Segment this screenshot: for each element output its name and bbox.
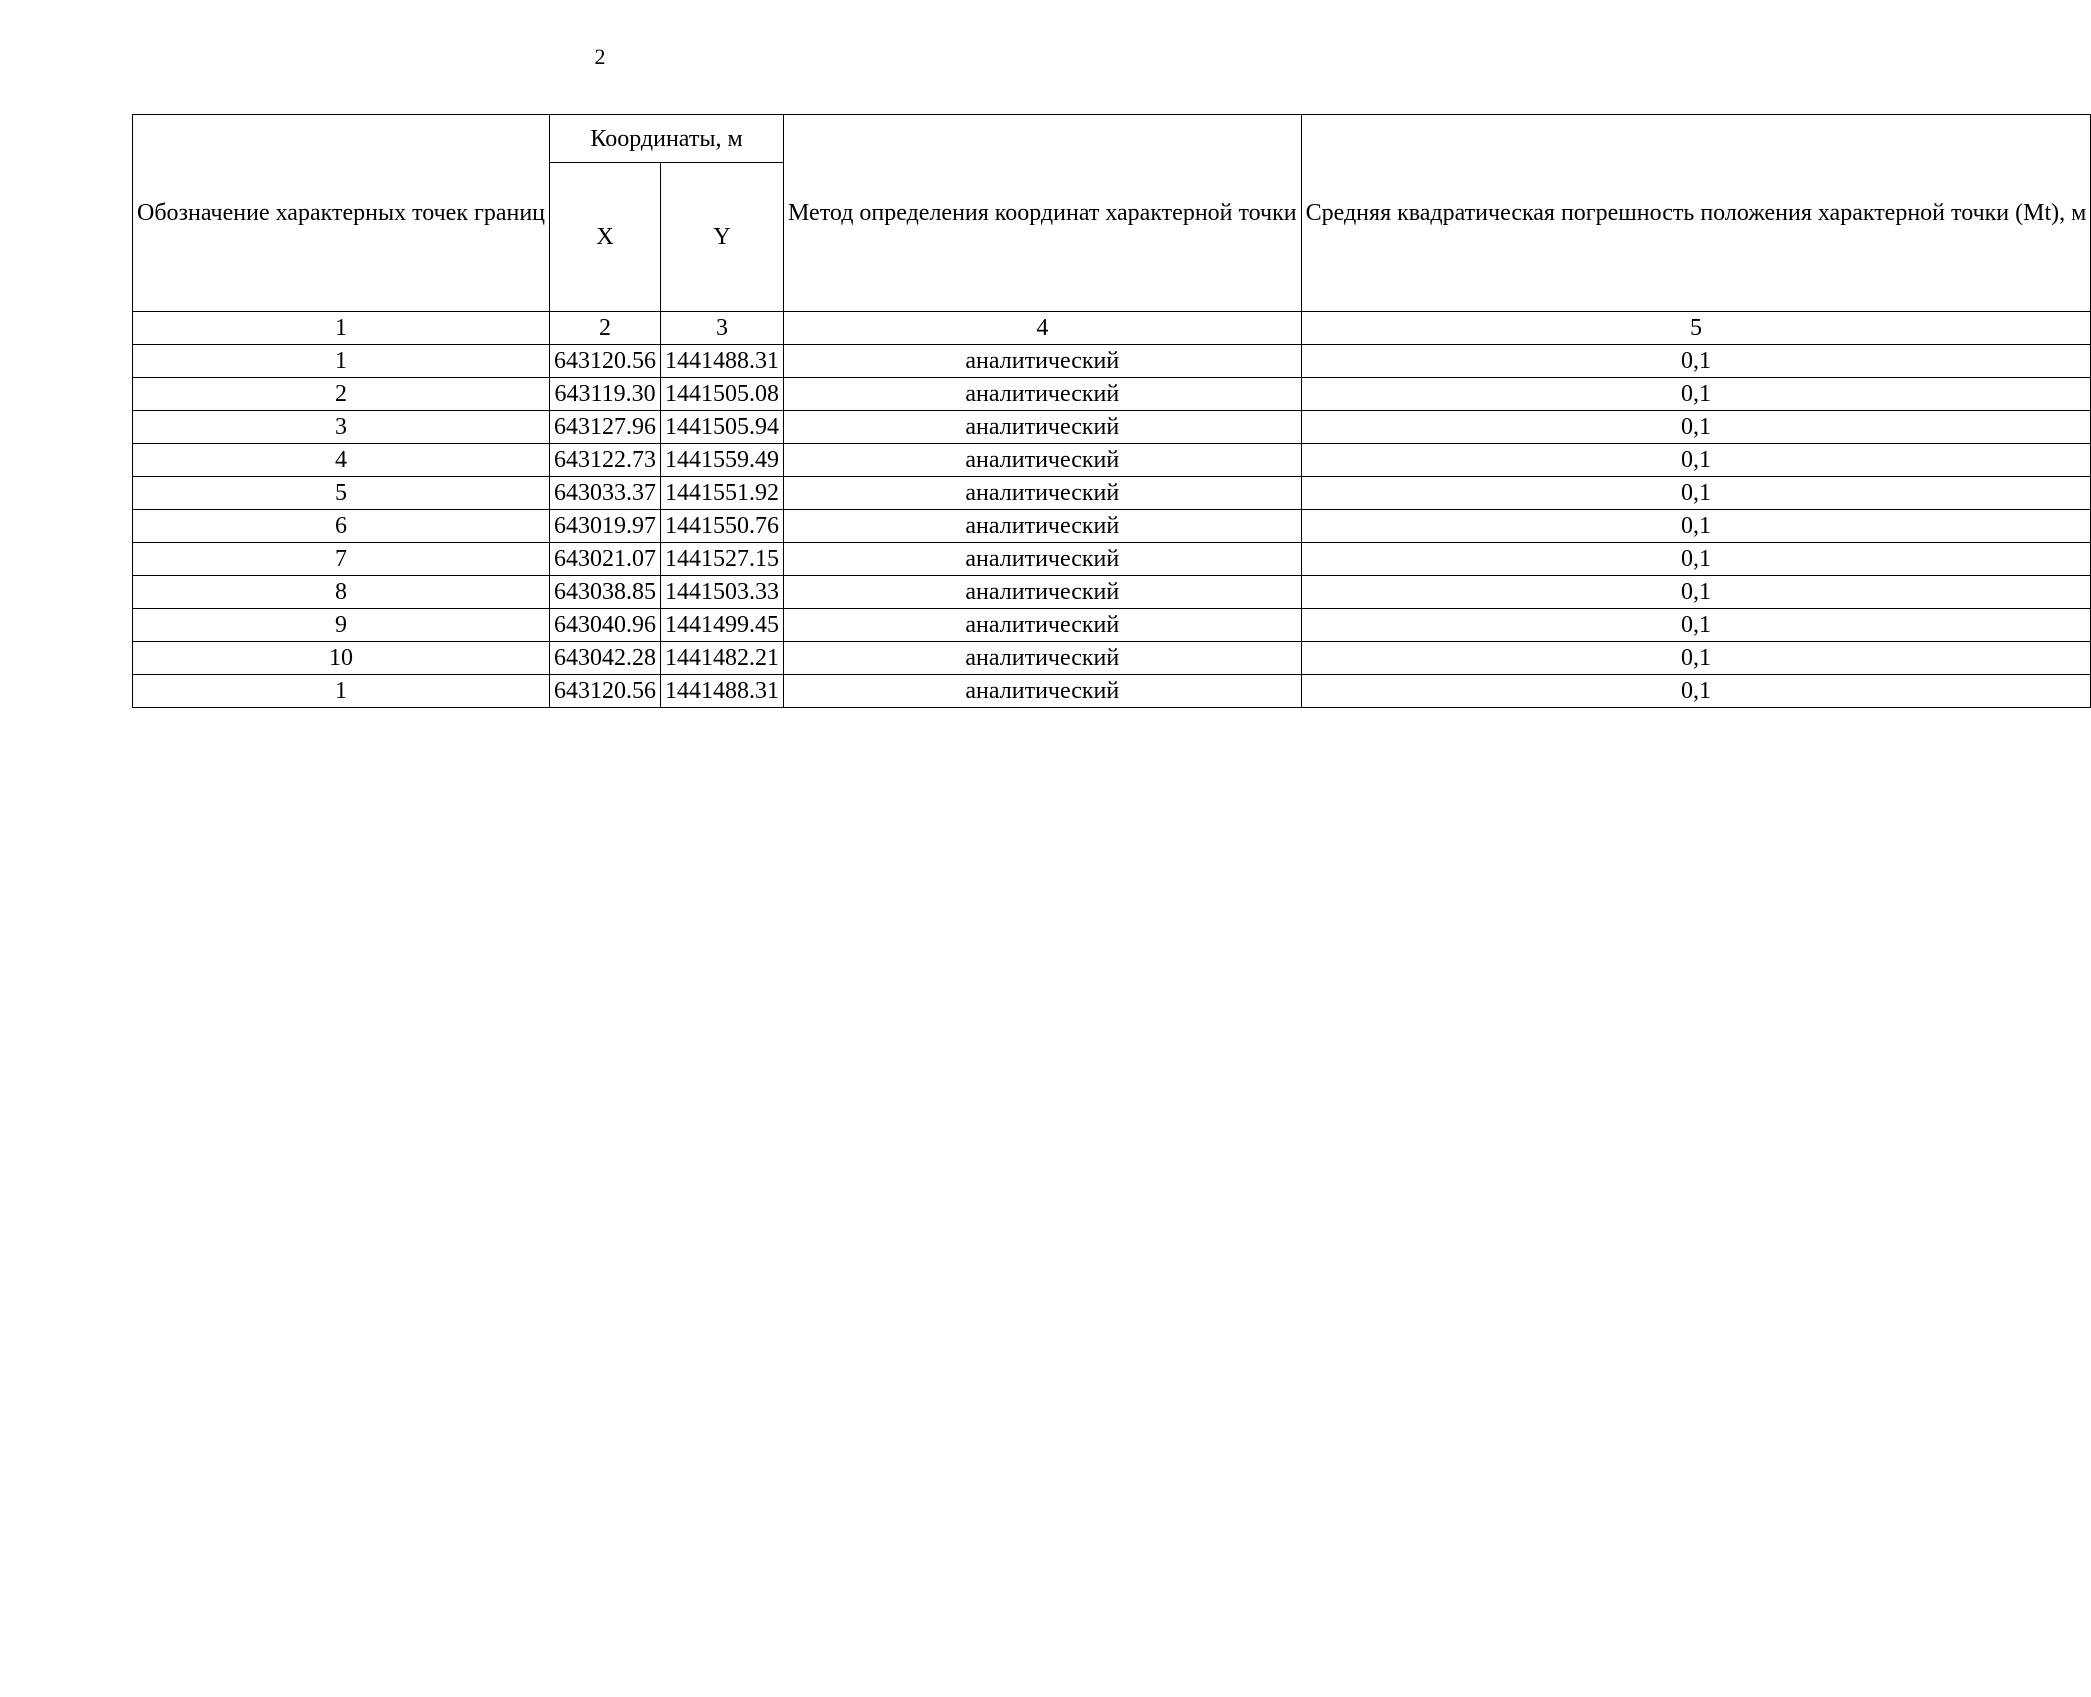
table-row [133,675,2091,708]
column-number: 3 [661,312,784,345]
cell-y: 1441505.94 [661,411,784,444]
cell-x: 643038.85 [550,576,661,609]
cell-x: 643019.97 [550,510,661,543]
header-point-designation: Обозначение характерных точек границ [133,115,550,312]
cell-x: 643042.28 [550,642,661,675]
cell-x: 643033.37 [550,477,661,510]
column-number: 4 [784,312,1302,345]
cell-error: 0,1 [1301,378,2091,411]
column-number: 5 [1301,312,2091,345]
cell-y: 1441499.45 [661,609,784,642]
cell-method: аналитический [784,675,1302,708]
cell-method: аналитический [784,378,1302,411]
column-number: 1 [133,312,550,345]
table-row [133,444,2091,477]
cell-x: 643119.30 [550,378,661,411]
cell-y: 1441559.49 [661,444,784,477]
cell-method: аналитический [784,477,1302,510]
header-x: X [550,163,661,312]
cell-error: 0,1 [1301,345,2091,378]
cell-method: аналитический [784,642,1302,675]
table-row [133,642,2091,675]
cell-x: 643122.73 [550,444,661,477]
cell-x: 643127.96 [550,411,661,444]
cell-point: 5 [133,477,550,510]
cell-method: аналитический [784,576,1302,609]
cell-y: 1441488.31 [661,675,784,708]
table-row [133,345,2091,378]
cell-y: 1441527.15 [661,543,784,576]
cell-error: 0,1 [1301,576,2091,609]
cell-y: 1441551.92 [661,477,784,510]
cell-point: 9 [133,609,550,642]
cell-error: 0,1 [1301,510,2091,543]
cell-error: 0,1 [1301,609,2091,642]
table-row [133,543,2091,576]
cell-method: аналитический [784,609,1302,642]
cell-method: аналитический [784,543,1302,576]
table-row [133,576,2091,609]
table-row [133,510,2091,543]
table-row [133,378,2091,411]
header-coordinates-group: Координаты, м [550,115,784,163]
header-y: Y [661,163,784,312]
cell-y: 1441488.31 [661,345,784,378]
table-body [133,345,2091,708]
table-row [133,411,2091,444]
cell-point: 7 [133,543,550,576]
cell-point: 6 [133,510,550,543]
header-mean-square-error: Средняя квадратическая погрешность положения характерной точки (Mt), м [1301,115,2091,312]
cell-x: 643120.56 [550,675,661,708]
cell-error: 0,1 [1301,477,2091,510]
cell-method: аналитический [784,510,1302,543]
coordinates-table [132,114,2091,708]
cell-error: 0,1 [1301,543,2091,576]
cell-error: 0,1 [1301,411,2091,444]
cell-y: 1441505.08 [661,378,784,411]
column-number-row [133,312,2091,345]
cell-error: 0,1 [1301,444,2091,477]
cell-x: 643120.56 [550,345,661,378]
cell-point: 8 [133,576,550,609]
cell-error: 0,1 [1301,642,2091,675]
column-number: 2 [550,312,661,345]
header-method: Метод определения координат характерной точки [784,115,1302,312]
cell-y: 1441550.76 [661,510,784,543]
table-row [133,477,2091,510]
cell-method: аналитический [784,444,1302,477]
cell-point: 1 [133,675,550,708]
cell-y: 1441482.21 [661,642,784,675]
page-number: 2 [594,44,606,69]
cell-point: 1 [133,345,550,378]
cell-y: 1441503.33 [661,576,784,609]
cell-point: 3 [133,411,550,444]
cell-method: аналитический [784,345,1302,378]
cell-point: 4 [133,444,550,477]
table-row [133,609,2091,642]
cell-x: 643040.96 [550,609,661,642]
cell-point: 2 [133,378,550,411]
cell-error: 0,1 [1301,675,2091,708]
cell-x: 643021.07 [550,543,661,576]
cell-method: аналитический [784,411,1302,444]
cell-point: 10 [133,642,550,675]
table-header-row [133,115,2091,163]
